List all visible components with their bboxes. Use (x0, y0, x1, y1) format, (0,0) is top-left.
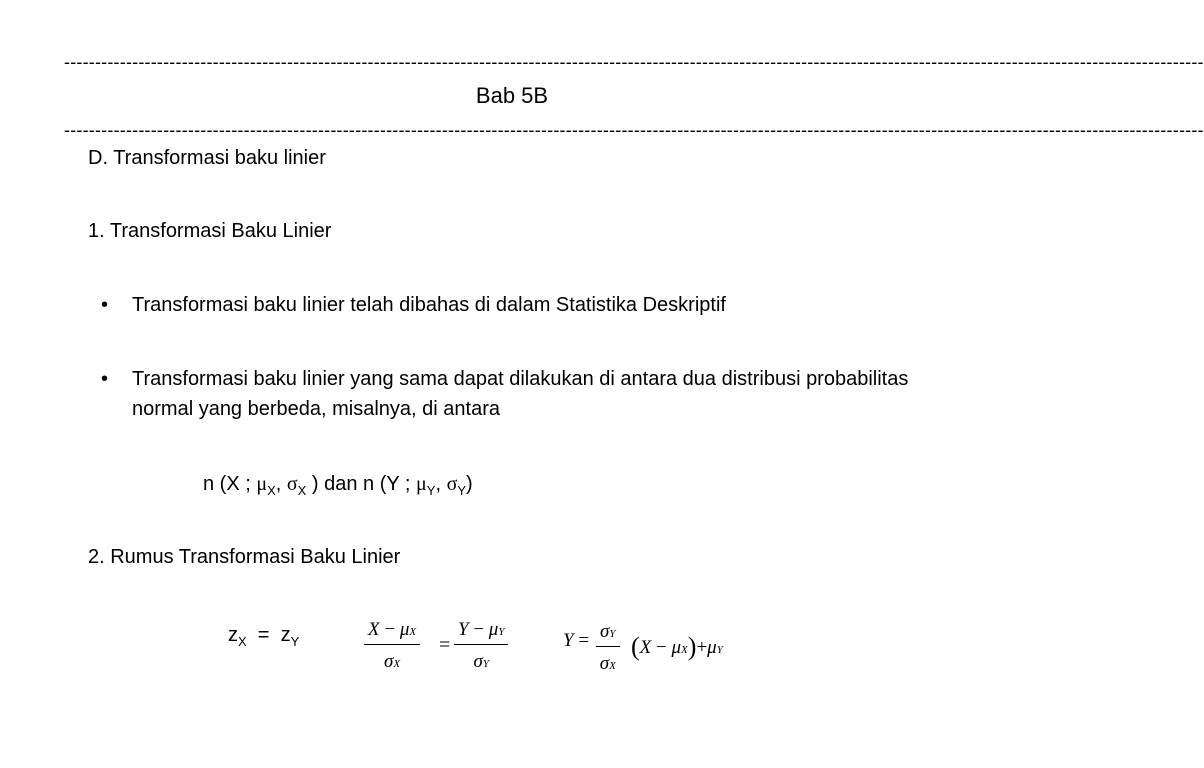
fraction-y-numerator (454, 619, 508, 645)
right-paren: ) (687, 632, 697, 661)
sigma-ratio-numerator (596, 621, 620, 647)
subscript-x: X (681, 644, 688, 656)
mu-symbol: μ (416, 473, 427, 495)
subscript-y: Y (426, 483, 436, 498)
var-y: Y (458, 619, 469, 640)
minus-sign: − (468, 619, 489, 640)
sigma-symbol: σ (600, 621, 610, 642)
sigma-symbol: σ (473, 651, 483, 672)
fraction-equals: = (439, 634, 451, 656)
subscript-y: Y (457, 483, 467, 498)
distribution-notation (203, 469, 473, 501)
fraction-y (454, 619, 508, 673)
mu-symbol: μ (256, 473, 268, 495)
fraction-x (364, 619, 420, 673)
subscript-x: X (409, 626, 417, 638)
bullet-text-2: Transformasi baku linier yang sama dapat dilakukan di antara dua distribusi probabilitas normal yang berbeda, misalnya, di antara (132, 368, 909, 420)
bullet-text-1: Transformasi baku linier telah dibahas di dalam Statistika Deskriptif (132, 294, 726, 316)
subscript-y: Y (716, 644, 723, 656)
minus-sign: − (651, 637, 672, 658)
sigma-ratio (596, 621, 620, 675)
bullet-marker-1: • (101, 294, 109, 316)
subscript-y: Y (482, 658, 489, 670)
fraction-y-denominator (454, 645, 508, 673)
subheading-1: 1. Transformasi Baku Linier (88, 220, 332, 242)
subscript-x: X (238, 634, 247, 649)
comma: , (435, 473, 447, 495)
y-formula-rhs (631, 630, 723, 660)
dist-open-x: n (X ; (203, 473, 257, 495)
comma: , (275, 473, 287, 495)
fraction-x-numerator (364, 619, 420, 645)
sigma-symbol: σ (384, 651, 394, 672)
subheading-2: 2. Rumus Transformasi Baku Linier (88, 546, 401, 568)
sigma-symbol: σ (599, 653, 610, 674)
mu-symbol: μ (671, 637, 682, 658)
y-formula-lhs (563, 630, 589, 652)
bottom-dash-rule: ---------------------------------------------------------------------------------------------------------------------------------------------------------------------------------------- (64, 120, 1204, 140)
top-dash-rule: ---------------------------------------------------------------------------------------------------------------------------------------------------------------------------------------- (64, 52, 1204, 72)
z-equality (228, 620, 299, 652)
minus-sign: − (379, 619, 400, 640)
sigma-ratio-denominator (596, 647, 620, 675)
subscript-x: X (267, 483, 276, 498)
subscript-y: Y (290, 634, 300, 649)
mu-symbol: μ (399, 619, 410, 640)
dist-close-y: ) (466, 473, 473, 495)
bullet-marker-2: • (101, 368, 109, 390)
equals-sign: = (246, 624, 281, 646)
equals-sign: = (578, 630, 590, 651)
var-x: X (639, 637, 652, 658)
subscript-x: X (393, 658, 401, 670)
var-x: X (368, 619, 380, 640)
plus-sign: + (696, 637, 708, 658)
dist-close-x: ) dan n (Y ; (306, 473, 417, 495)
sigma-symbol: σ (446, 473, 458, 495)
var-y: Y (563, 630, 574, 651)
subscript-y: Y (498, 626, 505, 638)
left-paren: ( (631, 632, 640, 661)
section-heading: D. Transformasi baku linier (88, 147, 326, 169)
subscript-x: X (609, 660, 616, 672)
z-letter: z (280, 624, 291, 646)
fraction-x-denominator (364, 645, 420, 673)
subscript-x: X (297, 483, 307, 498)
sigma-symbol: σ (286, 473, 298, 495)
mu-symbol: μ (707, 637, 717, 658)
z-letter: z (228, 624, 238, 646)
mu-symbol: μ (488, 619, 499, 640)
subscript-y: Y (609, 628, 616, 640)
slide-title: Bab 5B (475, 83, 549, 108)
